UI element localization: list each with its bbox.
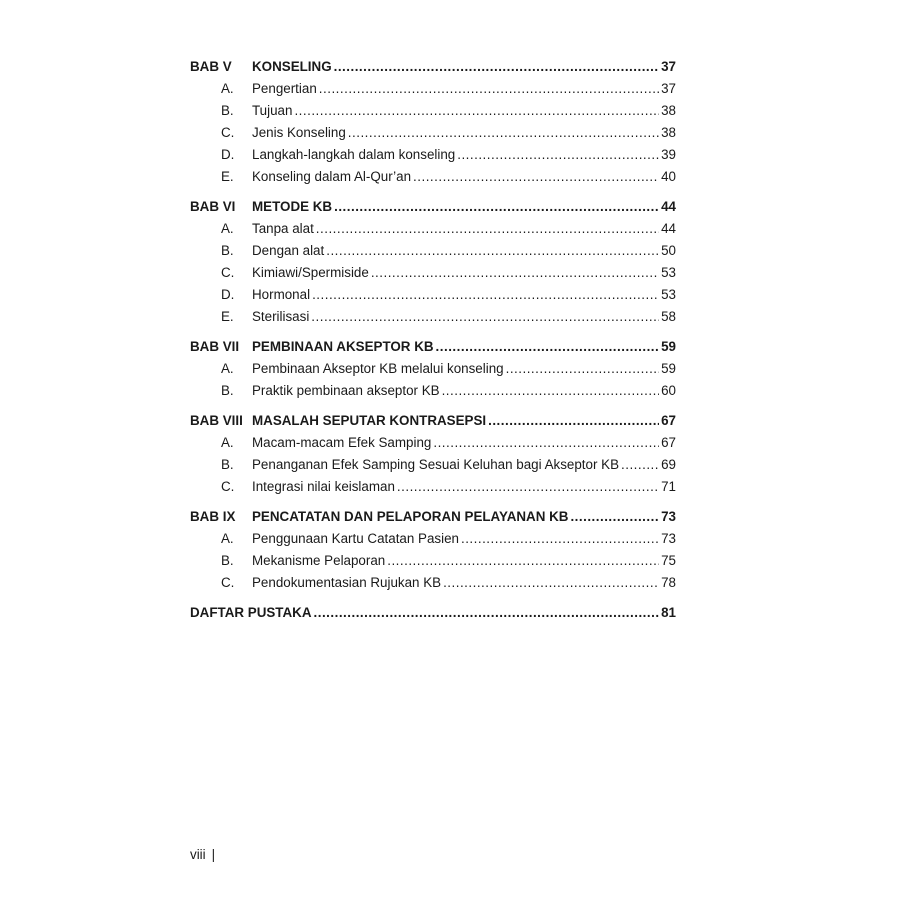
item-letter: B. bbox=[221, 553, 234, 568]
toc-item-row bbox=[190, 166, 676, 188]
dot-leader bbox=[314, 602, 660, 624]
item-page-number: 38 bbox=[661, 103, 676, 118]
dot-leader bbox=[312, 284, 659, 306]
item-page-number: 40 bbox=[661, 169, 676, 184]
toc-item-row bbox=[190, 218, 676, 240]
footer-separator: | bbox=[211, 847, 216, 862]
item-title: Konseling dalam Al-Qur’an bbox=[252, 169, 412, 184]
item-letter: D. bbox=[221, 147, 235, 162]
chapter-title: PENCATATAN DAN PELAPORAN PELAYANAN KB bbox=[252, 509, 569, 524]
toc-item-row bbox=[190, 358, 676, 380]
toc-chapter-row bbox=[190, 196, 676, 218]
page-footer bbox=[190, 844, 215, 866]
item-title: Tujuan bbox=[252, 103, 293, 118]
item-letter: E. bbox=[221, 169, 234, 184]
item-title: Sterilisasi bbox=[252, 309, 310, 324]
item-title: Integrasi nilai keislaman bbox=[252, 479, 395, 494]
item-letter: B. bbox=[221, 103, 234, 118]
dot-leader bbox=[387, 550, 659, 572]
dot-leader bbox=[506, 358, 660, 380]
chapter-page-number: 44 bbox=[661, 199, 676, 214]
item-page-number: 75 bbox=[661, 553, 676, 568]
toc-chapter-row bbox=[190, 506, 676, 528]
item-page-number: 50 bbox=[661, 243, 676, 258]
dot-leader bbox=[436, 336, 660, 358]
item-page-number: 53 bbox=[661, 287, 676, 302]
dot-leader bbox=[311, 306, 659, 328]
footer-page-number: viii bbox=[190, 847, 206, 862]
toc-item-row bbox=[190, 100, 676, 122]
item-page-number: 69 bbox=[661, 457, 676, 472]
toc-item-row bbox=[190, 476, 676, 498]
item-title: Pembinaan Akseptor KB melalui konseling bbox=[252, 361, 504, 376]
chapter-page-number: 59 bbox=[661, 339, 676, 354]
item-page-number: 73 bbox=[661, 531, 676, 546]
item-page-number: 37 bbox=[661, 81, 676, 96]
dot-leader bbox=[461, 528, 659, 550]
item-title: Jenis Konseling bbox=[252, 125, 346, 140]
dot-leader bbox=[442, 380, 660, 402]
chapter-page-number: 67 bbox=[661, 413, 676, 428]
item-letter: D. bbox=[221, 287, 235, 302]
toc-item-row bbox=[190, 432, 676, 454]
item-letter: C. bbox=[221, 125, 235, 140]
toc-bibliography-row bbox=[190, 602, 676, 624]
dot-leader bbox=[326, 240, 659, 262]
item-page-number: 38 bbox=[661, 125, 676, 140]
dot-leader bbox=[443, 572, 659, 594]
dot-leader bbox=[294, 100, 659, 122]
item-letter: C. bbox=[221, 479, 235, 494]
item-title: Mekanisme Pelaporan bbox=[252, 553, 386, 568]
item-title: Kimiawi/Spermiside bbox=[252, 265, 369, 280]
item-letter: A. bbox=[221, 81, 234, 96]
toc-item-row bbox=[190, 550, 676, 572]
toc-chapter-row bbox=[190, 56, 676, 78]
dot-leader bbox=[488, 410, 659, 432]
toc-chapter-row bbox=[190, 410, 676, 432]
item-letter: B. bbox=[221, 457, 234, 472]
toc-item-row bbox=[190, 572, 676, 594]
chapter-page-number: 73 bbox=[661, 509, 676, 524]
dot-leader bbox=[413, 166, 659, 188]
item-letter: A. bbox=[221, 531, 234, 546]
toc-chapter-row bbox=[190, 336, 676, 358]
dot-leader bbox=[371, 262, 659, 284]
dot-leader bbox=[348, 122, 659, 144]
toc-item-row bbox=[190, 528, 676, 550]
item-letter: C. bbox=[221, 575, 235, 590]
chapter-number: BAB IX bbox=[190, 509, 236, 524]
item-page-number: 78 bbox=[661, 575, 676, 590]
toc-item-row bbox=[190, 78, 676, 100]
item-page-number: 44 bbox=[661, 221, 676, 236]
dot-leader bbox=[334, 56, 659, 78]
item-title: Hormonal bbox=[252, 287, 311, 302]
item-letter: A. bbox=[221, 361, 234, 376]
item-title: Pengertian bbox=[252, 81, 317, 96]
dot-leader bbox=[570, 506, 659, 528]
item-page-number: 39 bbox=[661, 147, 676, 162]
chapter-number: BAB VII bbox=[190, 339, 240, 354]
item-title: Langkah-langkah dalam konseling bbox=[252, 147, 456, 162]
dot-leader bbox=[433, 432, 659, 454]
toc-item-row bbox=[190, 306, 676, 328]
dot-leader bbox=[319, 78, 659, 100]
item-title: Pendokumentasian Rujukan KB bbox=[252, 575, 442, 590]
item-title: Praktik pembinaan akseptor KB bbox=[252, 383, 440, 398]
chapter-title: KONSELING bbox=[252, 59, 332, 74]
toc-item-row bbox=[190, 454, 676, 476]
bibliography-page-number: 81 bbox=[661, 605, 676, 620]
item-title: Penanganan Efek Samping Sesuai Keluhan bagi Akseptor KB bbox=[252, 457, 620, 472]
item-letter: A. bbox=[221, 435, 234, 450]
item-letter: C. bbox=[221, 265, 235, 280]
toc-item-row bbox=[190, 284, 676, 306]
bibliography-title: DAFTAR PUSTAKA bbox=[190, 605, 312, 620]
dot-leader bbox=[334, 196, 659, 218]
chapter-title: MASALAH SEPUTAR KONTRASEPSI bbox=[252, 413, 487, 428]
item-title: Penggunaan Kartu Catatan Pasien bbox=[252, 531, 459, 546]
item-page-number: 53 bbox=[661, 265, 676, 280]
chapter-title: PEMBINAAN AKSEPTOR KB bbox=[252, 339, 434, 354]
chapter-number: BAB VI bbox=[190, 199, 236, 214]
toc-item-row bbox=[190, 122, 676, 144]
item-letter: A. bbox=[221, 221, 234, 236]
toc-item-row bbox=[190, 262, 676, 284]
chapter-title: METODE KB bbox=[252, 199, 333, 214]
item-letter: E. bbox=[221, 309, 234, 324]
item-page-number: 60 bbox=[661, 383, 676, 398]
chapter-page-number: 37 bbox=[661, 59, 676, 74]
chapter-number: BAB VIII bbox=[190, 413, 243, 428]
item-page-number: 58 bbox=[661, 309, 676, 324]
item-page-number: 59 bbox=[661, 361, 676, 376]
item-page-number: 67 bbox=[661, 435, 676, 450]
item-title: Tanpa alat bbox=[252, 221, 314, 236]
toc-item-row bbox=[190, 380, 676, 402]
dot-leader bbox=[397, 476, 659, 498]
toc-item-row bbox=[190, 144, 676, 166]
item-page-number: 71 bbox=[661, 479, 676, 494]
dot-leader bbox=[621, 454, 659, 476]
dot-leader bbox=[457, 144, 659, 166]
item-letter: B. bbox=[221, 243, 234, 258]
item-title: Macam-macam Efek Samping bbox=[252, 435, 432, 450]
item-letter: B. bbox=[221, 383, 234, 398]
table-of-contents bbox=[190, 56, 676, 624]
toc-item-row bbox=[190, 240, 676, 262]
dot-leader bbox=[316, 218, 659, 240]
item-title: Dengan alat bbox=[252, 243, 325, 258]
chapter-number: BAB V bbox=[190, 59, 232, 74]
